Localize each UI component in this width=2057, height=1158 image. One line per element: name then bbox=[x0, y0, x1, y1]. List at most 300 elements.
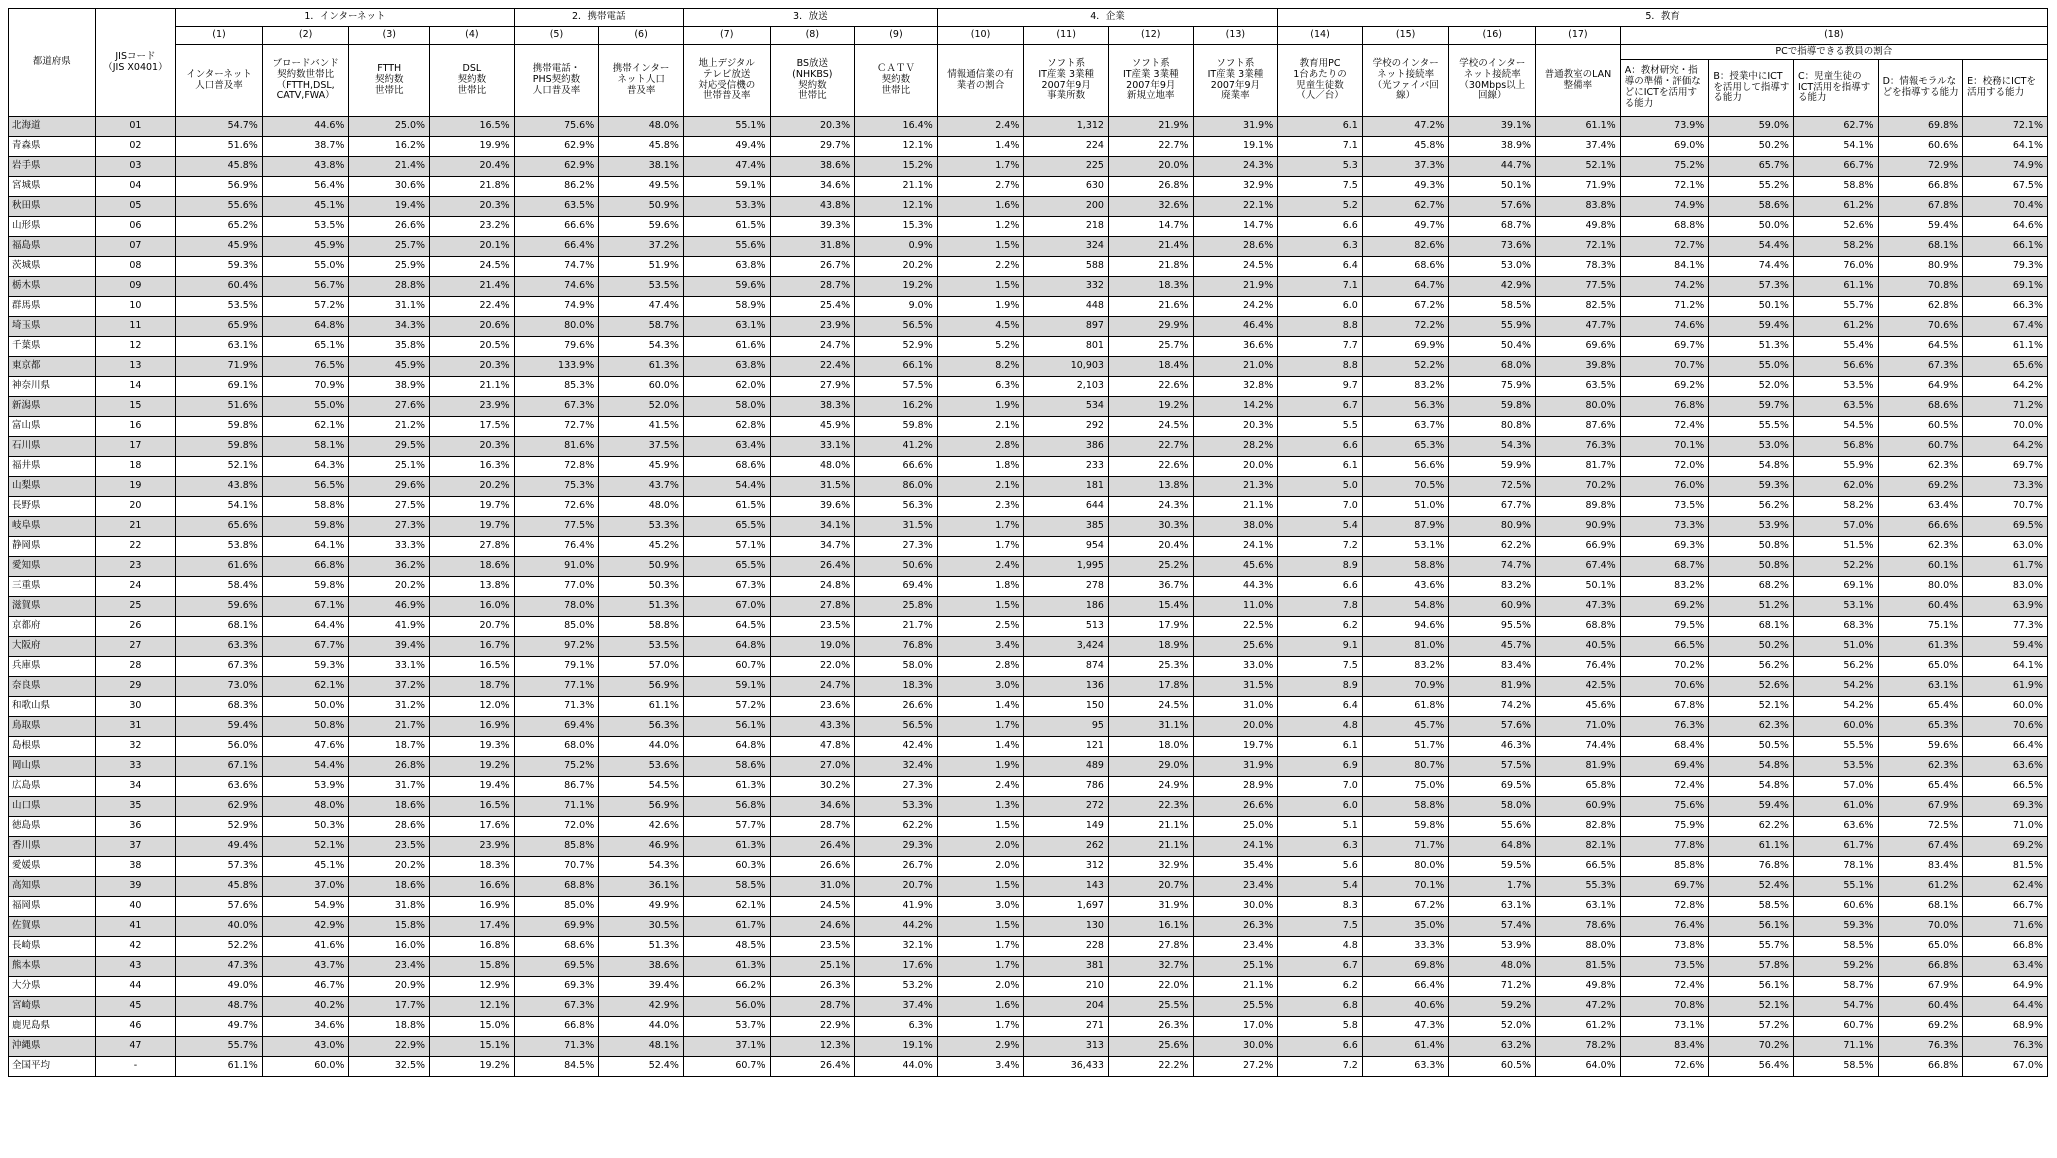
value-cell: 1.5% bbox=[937, 877, 1024, 897]
prefecture-cell: 鹿児島県 bbox=[9, 1017, 96, 1037]
value-cell: 65.7% bbox=[1709, 157, 1794, 177]
value-cell: 16.1% bbox=[1108, 917, 1193, 937]
value-cell: 20.2% bbox=[349, 577, 430, 597]
value-cell: 12.1% bbox=[855, 197, 938, 217]
value-cell: 58.0% bbox=[1449, 797, 1536, 817]
value-cell: 80.9% bbox=[1449, 517, 1536, 537]
value-cell: 21.9% bbox=[1108, 117, 1193, 137]
value-cell: 71.2% bbox=[1449, 977, 1536, 997]
table-row bbox=[9, 997, 2048, 1017]
value-cell: 17.0% bbox=[1193, 1017, 1278, 1037]
value-cell: 489 bbox=[1024, 757, 1109, 777]
value-cell: 19.0% bbox=[770, 637, 855, 657]
value-cell: 50.4% bbox=[1449, 337, 1536, 357]
value-cell: 56.1% bbox=[1709, 917, 1794, 937]
header-group-2: 2．携帯電話 bbox=[514, 9, 683, 27]
value-cell: 59.8% bbox=[855, 417, 938, 437]
value-cell: 20.0% bbox=[1193, 717, 1278, 737]
value-cell: 62.9% bbox=[514, 137, 599, 157]
value-cell: 59.8% bbox=[176, 417, 263, 437]
value-cell: 61.1% bbox=[1963, 337, 2048, 357]
value-cell: 22.6% bbox=[1108, 377, 1193, 397]
value-cell: 9.1 bbox=[1278, 637, 1363, 657]
value-cell: 74.9% bbox=[1963, 157, 2048, 177]
value-cell: 62.2% bbox=[855, 817, 938, 837]
value-cell: 69.5% bbox=[1449, 777, 1536, 797]
value-cell: 59.3% bbox=[1709, 477, 1794, 497]
value-cell: 64.9% bbox=[1878, 377, 1963, 397]
value-cell: 26.4% bbox=[770, 557, 855, 577]
value-cell: 588 bbox=[1024, 257, 1109, 277]
value-cell: 16.9% bbox=[430, 717, 515, 737]
value-cell: 65.8% bbox=[1536, 777, 1621, 797]
prefecture-cell: 福井県 bbox=[9, 457, 96, 477]
value-cell: 66.5% bbox=[1620, 637, 1709, 657]
value-cell: 16.2% bbox=[855, 397, 938, 417]
value-cell: 64.9% bbox=[1963, 977, 2048, 997]
value-cell: 55.0% bbox=[1709, 357, 1794, 377]
value-cell: 27.8% bbox=[430, 537, 515, 557]
value-cell: 58.1% bbox=[262, 437, 349, 457]
prefecture-cell: 秋田県 bbox=[9, 197, 96, 217]
value-cell: 78.3% bbox=[1536, 257, 1621, 277]
value-cell: 62.3% bbox=[1878, 457, 1963, 477]
value-cell: 20.2% bbox=[430, 477, 515, 497]
value-cell: 80.0% bbox=[514, 317, 599, 337]
value-cell: 76.3% bbox=[1536, 437, 1621, 457]
value-cell: 59.6% bbox=[176, 597, 263, 617]
value-cell: 52.1% bbox=[262, 837, 349, 857]
value-cell: 42.6% bbox=[599, 817, 684, 837]
value-cell: 59.1% bbox=[683, 177, 770, 197]
value-cell: 1.4% bbox=[937, 137, 1024, 157]
value-cell: 60.6% bbox=[1878, 137, 1963, 157]
value-cell: 91.0% bbox=[514, 557, 599, 577]
value-cell: 181 bbox=[1024, 477, 1109, 497]
value-cell: 3.0% bbox=[937, 677, 1024, 697]
value-cell: 60.7% bbox=[1878, 437, 1963, 457]
value-cell: 24.7% bbox=[770, 677, 855, 697]
value-cell: 786 bbox=[1024, 777, 1109, 797]
value-cell: 79.1% bbox=[514, 657, 599, 677]
value-cell: 18.7% bbox=[349, 737, 430, 757]
header-number-11: (11) bbox=[1024, 27, 1109, 45]
value-cell: 448 bbox=[1024, 297, 1109, 317]
value-cell: 2.8% bbox=[937, 657, 1024, 677]
prefecture-cell: 神奈川県 bbox=[9, 377, 96, 397]
value-cell: 64.4% bbox=[262, 617, 349, 637]
header-number-7: (7) bbox=[683, 27, 770, 45]
value-cell: 69.6% bbox=[1536, 337, 1621, 357]
value-cell: 54.3% bbox=[1449, 437, 1536, 457]
value-cell: 55.1% bbox=[1793, 877, 1878, 897]
value-cell: 58.5% bbox=[1793, 1057, 1878, 1077]
value-cell: 1.2% bbox=[937, 217, 1024, 237]
value-cell: 14.7% bbox=[1108, 217, 1193, 237]
value-cell: 59.2% bbox=[1793, 957, 1878, 977]
value-cell: 2.0% bbox=[937, 837, 1024, 857]
value-cell: 130 bbox=[1024, 917, 1109, 937]
value-cell: 83.0% bbox=[1963, 577, 2048, 597]
value-cell: 69.8% bbox=[1878, 117, 1963, 137]
table-row bbox=[9, 737, 2048, 757]
value-cell: 66.1% bbox=[1963, 237, 2048, 257]
value-cell: 385 bbox=[1024, 517, 1109, 537]
value-cell: 59.9% bbox=[1449, 457, 1536, 477]
value-cell: 61.3% bbox=[683, 957, 770, 977]
jis-code-cell: 12 bbox=[95, 337, 176, 357]
value-cell: 75.6% bbox=[514, 117, 599, 137]
value-cell: 22.6% bbox=[1108, 457, 1193, 477]
value-cell: 68.8% bbox=[1536, 617, 1621, 637]
value-cell: 6.0 bbox=[1278, 297, 1363, 317]
value-cell: 51.5% bbox=[1793, 537, 1878, 557]
jis-code-cell: 42 bbox=[95, 937, 176, 957]
value-cell: 59.4% bbox=[1709, 797, 1794, 817]
value-cell: 53.3% bbox=[599, 517, 684, 537]
jis-code-cell: 27 bbox=[95, 637, 176, 657]
value-cell: 81.7% bbox=[1536, 457, 1621, 477]
value-cell: 57.6% bbox=[1449, 717, 1536, 737]
value-cell: 58.6% bbox=[1709, 197, 1794, 217]
value-cell: 3,424 bbox=[1024, 637, 1109, 657]
value-cell: 72.8% bbox=[1620, 897, 1709, 917]
value-cell: 17.6% bbox=[430, 817, 515, 837]
value-cell: 28.7% bbox=[770, 277, 855, 297]
value-cell: 80.9% bbox=[1878, 257, 1963, 277]
value-cell: 66.8% bbox=[514, 1017, 599, 1037]
value-cell: 89.8% bbox=[1536, 497, 1621, 517]
prefecture-cell: 静岡県 bbox=[9, 537, 96, 557]
value-cell: 6.6 bbox=[1278, 1037, 1363, 1057]
value-cell: 26.6% bbox=[855, 697, 938, 717]
value-cell: 44.0% bbox=[855, 1057, 938, 1077]
value-cell: 54.4% bbox=[683, 477, 770, 497]
value-cell: 78.0% bbox=[514, 597, 599, 617]
value-cell: 46.3% bbox=[1449, 737, 1536, 757]
value-cell: 63.5% bbox=[1793, 397, 1878, 417]
value-cell: 71.9% bbox=[1536, 177, 1621, 197]
value-cell: 68.6% bbox=[514, 937, 599, 957]
value-cell: 37.4% bbox=[1536, 137, 1621, 157]
table-row bbox=[9, 197, 2048, 217]
header-desc-15: 学校のインター ネット接続率 （光ファイバ回 線） bbox=[1362, 45, 1449, 117]
value-cell: 70.9% bbox=[1362, 677, 1449, 697]
value-cell: 1,995 bbox=[1024, 557, 1109, 577]
value-cell: 954 bbox=[1024, 537, 1109, 557]
value-cell: 72.6% bbox=[1620, 1057, 1709, 1077]
value-cell: 79.6% bbox=[514, 337, 599, 357]
value-cell: 61.1% bbox=[599, 697, 684, 717]
value-cell: 27.3% bbox=[855, 537, 938, 557]
value-cell: 70.0% bbox=[1878, 917, 1963, 937]
value-cell: 57.0% bbox=[1793, 517, 1878, 537]
value-cell: 54.3% bbox=[599, 857, 684, 877]
value-cell: 45.9% bbox=[349, 357, 430, 377]
value-cell: 897 bbox=[1024, 317, 1109, 337]
value-cell: 26.6% bbox=[349, 217, 430, 237]
value-cell: 46.9% bbox=[349, 597, 430, 617]
value-cell: 67.4% bbox=[1878, 837, 1963, 857]
jis-code-cell: 47 bbox=[95, 1037, 176, 1057]
value-cell: 63.6% bbox=[1793, 817, 1878, 837]
value-cell: 65.3% bbox=[1362, 437, 1449, 457]
header-desc-13: ソフト系 IT産業 3業種 2007年9月 廃業率 bbox=[1193, 45, 1278, 117]
value-cell: 56.0% bbox=[176, 737, 263, 757]
value-cell: 61.7% bbox=[1963, 557, 2048, 577]
value-cell: 67.3% bbox=[683, 577, 770, 597]
value-cell: 69.7% bbox=[1963, 457, 2048, 477]
value-cell: 34.6% bbox=[770, 177, 855, 197]
value-cell: 76.4% bbox=[514, 537, 599, 557]
value-cell: 60.0% bbox=[599, 377, 684, 397]
value-cell: 7.5 bbox=[1278, 177, 1363, 197]
value-cell: 30.3% bbox=[1108, 517, 1193, 537]
value-cell: 56.4% bbox=[1709, 1057, 1794, 1077]
value-cell: 18.6% bbox=[349, 797, 430, 817]
value-cell: 39.1% bbox=[1449, 117, 1536, 137]
value-cell: 67.1% bbox=[262, 597, 349, 617]
prefecture-cell: 福島県 bbox=[9, 237, 96, 257]
jis-code-cell: 33 bbox=[95, 757, 176, 777]
value-cell: 25.5% bbox=[1193, 997, 1278, 1017]
value-cell: 75.3% bbox=[514, 477, 599, 497]
value-cell: 56.8% bbox=[1793, 437, 1878, 457]
value-cell: 44.2% bbox=[855, 917, 938, 937]
value-cell: 67.4% bbox=[1536, 557, 1621, 577]
value-cell: 63.1% bbox=[683, 317, 770, 337]
value-cell: 20.3% bbox=[430, 197, 515, 217]
value-cell: 56.7% bbox=[262, 277, 349, 297]
value-cell: 8.8 bbox=[1278, 317, 1363, 337]
value-cell: 17.4% bbox=[430, 917, 515, 937]
value-cell: 88.0% bbox=[1536, 937, 1621, 957]
value-cell: 54.5% bbox=[1793, 417, 1878, 437]
value-cell: 39.6% bbox=[770, 497, 855, 517]
value-cell: 64.1% bbox=[1963, 137, 2048, 157]
value-cell: 65.6% bbox=[176, 517, 263, 537]
value-cell: 69.0% bbox=[1620, 137, 1709, 157]
value-cell: 69.2% bbox=[1620, 597, 1709, 617]
value-cell: 45.9% bbox=[599, 457, 684, 477]
value-cell: 55.1% bbox=[683, 117, 770, 137]
value-cell: 68.0% bbox=[514, 737, 599, 757]
value-cell: 16.7% bbox=[430, 637, 515, 657]
value-cell: 40.6% bbox=[1362, 997, 1449, 1017]
value-cell: 60.5% bbox=[1449, 1057, 1536, 1077]
jis-code-cell: 41 bbox=[95, 917, 176, 937]
value-cell: 48.0% bbox=[262, 797, 349, 817]
value-cell: 66.1% bbox=[855, 357, 938, 377]
value-cell: 52.4% bbox=[599, 1057, 684, 1077]
value-cell: 62.1% bbox=[683, 897, 770, 917]
value-cell: 21.4% bbox=[430, 277, 515, 297]
value-cell: 70.0% bbox=[1963, 417, 2048, 437]
value-cell: 1.5% bbox=[937, 237, 1024, 257]
value-cell: 85.3% bbox=[514, 377, 599, 397]
value-cell: 23.5% bbox=[770, 617, 855, 637]
value-cell: 73.0% bbox=[176, 677, 263, 697]
value-cell: 60.0% bbox=[1793, 717, 1878, 737]
value-cell: 60.4% bbox=[1878, 997, 1963, 1017]
header-number-4: (4) bbox=[430, 27, 515, 45]
value-cell: 22.4% bbox=[430, 297, 515, 317]
value-cell: 59.5% bbox=[1449, 857, 1536, 877]
value-cell: 8.9 bbox=[1278, 677, 1363, 697]
value-cell: 67.8% bbox=[1878, 197, 1963, 217]
value-cell: 63.7% bbox=[1362, 417, 1449, 437]
value-cell: 37.5% bbox=[599, 437, 684, 457]
value-cell: 38.0% bbox=[1193, 517, 1278, 537]
value-cell: 43.7% bbox=[599, 477, 684, 497]
value-cell: 49.4% bbox=[176, 837, 263, 857]
value-cell: 56.4% bbox=[262, 177, 349, 197]
value-cell: 69.3% bbox=[514, 977, 599, 997]
value-cell: 62.7% bbox=[1793, 117, 1878, 137]
value-cell: 324 bbox=[1024, 237, 1109, 257]
value-cell: 32.8% bbox=[1193, 377, 1278, 397]
value-cell: 75.1% bbox=[1878, 617, 1963, 637]
value-cell: 44.0% bbox=[599, 1017, 684, 1037]
value-cell: 19.4% bbox=[349, 197, 430, 217]
value-cell: 224 bbox=[1024, 137, 1109, 157]
value-cell: 66.2% bbox=[683, 977, 770, 997]
table-row bbox=[9, 337, 2048, 357]
value-cell: 45.8% bbox=[176, 877, 263, 897]
value-cell: 56.5% bbox=[855, 717, 938, 737]
value-cell: 1.5% bbox=[937, 597, 1024, 617]
value-cell: 12.0% bbox=[430, 697, 515, 717]
value-cell: 6.6 bbox=[1278, 217, 1363, 237]
prefecture-cell: 岡山県 bbox=[9, 757, 96, 777]
value-cell: 64.8% bbox=[683, 737, 770, 757]
prefecture-cell: 徳島県 bbox=[9, 817, 96, 837]
value-cell: 41.2% bbox=[855, 437, 938, 457]
value-cell: 16.8% bbox=[430, 937, 515, 957]
header-number-14: (14) bbox=[1278, 27, 1363, 45]
table-row bbox=[9, 277, 2048, 297]
value-cell: 51.0% bbox=[1793, 637, 1878, 657]
value-cell: 42.9% bbox=[599, 997, 684, 1017]
value-cell: 53.5% bbox=[599, 637, 684, 657]
value-cell: 30.0% bbox=[1193, 1037, 1278, 1057]
value-cell: 4.8 bbox=[1278, 717, 1363, 737]
value-cell: 30.6% bbox=[349, 177, 430, 197]
prefecture-cell: 山形県 bbox=[9, 217, 96, 237]
value-cell: 6.2 bbox=[1278, 617, 1363, 637]
value-cell: 30.5% bbox=[599, 917, 684, 937]
value-cell: 27.8% bbox=[1108, 937, 1193, 957]
value-cell: 45.1% bbox=[262, 857, 349, 877]
value-cell: 18.8% bbox=[349, 1017, 430, 1037]
value-cell: 36.7% bbox=[1108, 577, 1193, 597]
value-cell: 1.6% bbox=[937, 197, 1024, 217]
table-body bbox=[9, 117, 2048, 1077]
value-cell: 61.1% bbox=[1793, 277, 1878, 297]
value-cell: 33.1% bbox=[770, 437, 855, 457]
value-cell: 55.6% bbox=[683, 237, 770, 257]
prefecture-cell: 長崎県 bbox=[9, 937, 96, 957]
header-desc-12: ソフト系 IT産業 3業種 2007年9月 新規立地率 bbox=[1108, 45, 1193, 117]
value-cell: 6.1 bbox=[1278, 737, 1363, 757]
value-cell: 22.9% bbox=[770, 1017, 855, 1037]
value-cell: 55.0% bbox=[262, 397, 349, 417]
value-cell: 1.7% bbox=[937, 957, 1024, 977]
value-cell: 63.8% bbox=[683, 257, 770, 277]
value-cell: 84.1% bbox=[1620, 257, 1709, 277]
value-cell: 20.2% bbox=[349, 857, 430, 877]
value-cell: 50.0% bbox=[262, 697, 349, 717]
value-cell: 5.3 bbox=[1278, 157, 1363, 177]
jis-code-cell: 44 bbox=[95, 977, 176, 997]
value-cell: 16.2% bbox=[349, 137, 430, 157]
table-row bbox=[9, 757, 2048, 777]
value-cell: 63.1% bbox=[1536, 897, 1621, 917]
value-cell: 6.2 bbox=[1278, 977, 1363, 997]
value-cell: 23.9% bbox=[430, 397, 515, 417]
value-cell: 47.6% bbox=[262, 737, 349, 757]
jis-code-cell: 31 bbox=[95, 717, 176, 737]
prefecture-cell: 全国平均 bbox=[9, 1057, 96, 1077]
jis-code-cell: 09 bbox=[95, 277, 176, 297]
value-cell: 62.8% bbox=[1878, 297, 1963, 317]
value-cell: 72.1% bbox=[1620, 177, 1709, 197]
value-cell: 69.8% bbox=[1362, 957, 1449, 977]
value-cell: 69.4% bbox=[855, 577, 938, 597]
prefecture-cell: 島根県 bbox=[9, 737, 96, 757]
value-cell: 6.3% bbox=[937, 377, 1024, 397]
value-cell: 64.8% bbox=[1449, 837, 1536, 857]
value-cell: 76.8% bbox=[855, 637, 938, 657]
value-cell: 22.3% bbox=[1108, 797, 1193, 817]
value-cell: 86.7% bbox=[514, 777, 599, 797]
header-number-15: (15) bbox=[1362, 27, 1449, 45]
value-cell: 55.6% bbox=[1449, 817, 1536, 837]
prefecture-cell: 和歌山県 bbox=[9, 697, 96, 717]
value-cell: 12.3% bbox=[770, 1037, 855, 1057]
prefecture-cell: 青森県 bbox=[9, 137, 96, 157]
value-cell: 44.0% bbox=[599, 737, 684, 757]
value-cell: 38.6% bbox=[599, 957, 684, 977]
table-row bbox=[9, 477, 2048, 497]
value-cell: 51.6% bbox=[176, 137, 263, 157]
value-cell: 50.6% bbox=[855, 557, 938, 577]
prefecture-cell: 沖縄県 bbox=[9, 1037, 96, 1057]
value-cell: 61.2% bbox=[1793, 197, 1878, 217]
value-cell: 24.9% bbox=[1108, 777, 1193, 797]
prefecture-ict-table bbox=[8, 8, 2048, 1077]
value-cell: 51.9% bbox=[599, 257, 684, 277]
value-cell: 69.1% bbox=[1963, 277, 2048, 297]
header-number-16: (16) bbox=[1449, 27, 1536, 45]
value-cell: 16.6% bbox=[430, 877, 515, 897]
value-cell: 6.7 bbox=[1278, 957, 1363, 977]
value-cell: 63.6% bbox=[1963, 757, 2048, 777]
value-cell: 874 bbox=[1024, 657, 1109, 677]
value-cell: 57.6% bbox=[176, 897, 263, 917]
table-row bbox=[9, 537, 2048, 557]
prefecture-cell: 大分県 bbox=[9, 977, 96, 997]
value-cell: 74.2% bbox=[1449, 697, 1536, 717]
value-cell: 26.6% bbox=[1193, 797, 1278, 817]
value-cell: 62.3% bbox=[1878, 757, 1963, 777]
value-cell: 6.6 bbox=[1278, 577, 1363, 597]
value-cell: 61.3% bbox=[599, 357, 684, 377]
value-cell: 25.1% bbox=[1193, 957, 1278, 977]
value-cell: 21.9% bbox=[1193, 277, 1278, 297]
value-cell: 83.2% bbox=[1362, 657, 1449, 677]
value-cell: 32.6% bbox=[1108, 197, 1193, 217]
